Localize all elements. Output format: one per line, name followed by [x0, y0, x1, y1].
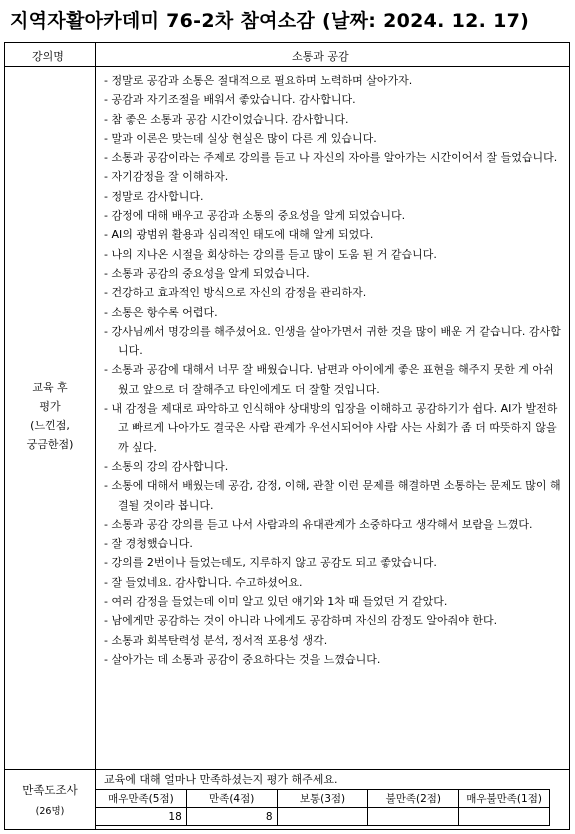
comment-item: - 소통과 회복탄력성 분석, 정서적 포용성 생각.: [104, 633, 328, 647]
rating-column-header: 만족(4점): [186, 790, 277, 808]
comment-item: - 소통과 공감에 대해서 너무 잘 배웠습니다. 남편과 아이에게 좋은 표현을 해주지 못한 게 아쉬웠고 앞으로 더 잘해주고 타인에게도 더 잘할 것입니다.: [104, 363, 554, 396]
comment-item: - 소통과 공감의 중요성을 알게 되었습니다.: [104, 266, 310, 280]
comment-item: - 감정에 대해 배우고 공감과 소통의 중요성을 알게 되었습니다.: [104, 209, 406, 223]
comment-item: - 소통에 대해서 배웠는데 공감, 감정, 이해, 관찰 이런 문제를 해결하면 소통하는 문제도 많이 해결될 것이라 봅니다.: [104, 479, 561, 512]
satisfaction-label-cell: [6, 779, 94, 823]
rating-count: [459, 808, 550, 826]
comment-item: - 공감과 자기조절을 배워서 좋았습니다. 감사합니다.: [104, 93, 356, 107]
rating-column-header: 매우만족(5점): [96, 790, 187, 808]
lecture-topic-header: 소통과 공감: [292, 50, 349, 63]
lecture-name-header: 강의명: [32, 50, 64, 63]
evaluation-label: [6, 378, 94, 454]
satisfaction-value-row: [96, 808, 550, 826]
comment-item: - 소통과 공감이라는 주제로 강의를 듣고 나 자신의 자아를 알아가는 시간이어서 잘 들었습니다.: [104, 151, 558, 165]
rating-count: 18: [96, 808, 187, 826]
comment-item: - 잘 경청했습니다.: [104, 537, 193, 551]
comment-item: - 내 감정을 제대로 파악하고 인식해야 상대방의 입장을 이해하고 공감하기가 쉽다. AI가 발전하고 빠르게 나아가도 결국은 사람 관계가 우선시되어야 사람 사는 사회가 좀 더 따뜻하지 않을까 싶다.: [104, 402, 558, 454]
comment-item: - 살아가는 데 소통과 공감이 중요하다는 것을 느꼈습니다.: [104, 652, 381, 666]
comment-item: - 참 좋은 소통과 공감 시간이었습니다. 감사합니다.: [104, 112, 349, 126]
rating-column-header: 보통(3점): [277, 790, 368, 808]
comment-item: - 말과 이론은 맞는데 실상 현실은 많이 다른 게 있습니다.: [104, 131, 377, 145]
rating-count: 8: [186, 808, 277, 826]
column-divider: [95, 42, 96, 830]
evaluation-label-line: (느낀점,: [30, 419, 70, 432]
comment-item: - 강사님께서 명강의를 해주셨어요. 인생을 살아가면서 귀한 것을 많이 배운 거 같습니다. 감사합니다.: [104, 324, 561, 358]
rating-column-header: 매우불만족(1점): [459, 790, 550, 808]
evaluation-label-line: 평가: [39, 400, 61, 413]
satisfaction-divider: [4, 769, 570, 770]
comment-item: - 소통은 항수록 어렵다.: [104, 305, 218, 319]
respondent-count: (26명): [35, 806, 65, 817]
comment-item: - 소통의 강의 감사합니다.: [104, 459, 229, 473]
satisfaction-header-row: [96, 790, 550, 808]
comment-item: - 소통과 공감 강의를 듣고 나서 사람과의 유대관계가 소중하다고 생각해서 보람을 느꼈다.: [104, 517, 533, 531]
rating-count: [277, 808, 368, 826]
satisfaction-label: 만족도조사: [22, 783, 78, 797]
evaluation-label-line: 궁금한점): [26, 438, 74, 451]
satisfaction-question: 교육에 대해 얼마나 만족하셨는지 평가 해주세요.: [104, 773, 338, 786]
comment-item: - 정말로 공감과 소통은 절대적으로 필요하며 노력하며 살아가자.: [104, 74, 413, 87]
rating-column-header: 불만족(2점): [368, 790, 459, 808]
comment-item: - 남에게만 공감하는 것이 아니라 나에게도 공감하며 자신의 감정도 알아줘야 한다.: [104, 614, 498, 628]
evaluation-label-line: 교육 후: [32, 381, 68, 394]
header-divider: [4, 66, 570, 67]
comment-item: - 여러 감정을 들었는데 이미 알고 있던 얘기와 1차 때 들었던 거 같았다.: [104, 595, 448, 609]
comment-item: - 정말로 감사합니다.: [104, 189, 204, 203]
comment-item: - 잘 들었네요. 감사합니다. 수고하셨어요.: [104, 575, 303, 589]
comment-item: - AI의 광범위 활용과 심리적인 태도에 대해 알게 되었다.: [104, 228, 374, 242]
comment-item: - 자기감정을 잘 이해하자.: [104, 170, 229, 184]
rating-count: [368, 808, 459, 826]
satisfaction-table: [95, 789, 550, 826]
comment-item: - 나의 지나온 시절을 회상하는 강의를 듣고 많이 도움 된 거 같습니다.: [104, 247, 437, 261]
comment-item: - 건강하고 효과적인 방식으로 자신의 감정을 관리하자.: [104, 286, 367, 300]
comment-item: - 강의를 2번이나 들었는데도, 지루하지 않고 공감도 되고 좋았습니다.: [104, 556, 437, 570]
document-title: 지역자활아카데미 76-2차 참여소감 (날짜: 2024. 12. 17): [10, 10, 530, 32]
comment-list: [104, 71, 564, 669]
